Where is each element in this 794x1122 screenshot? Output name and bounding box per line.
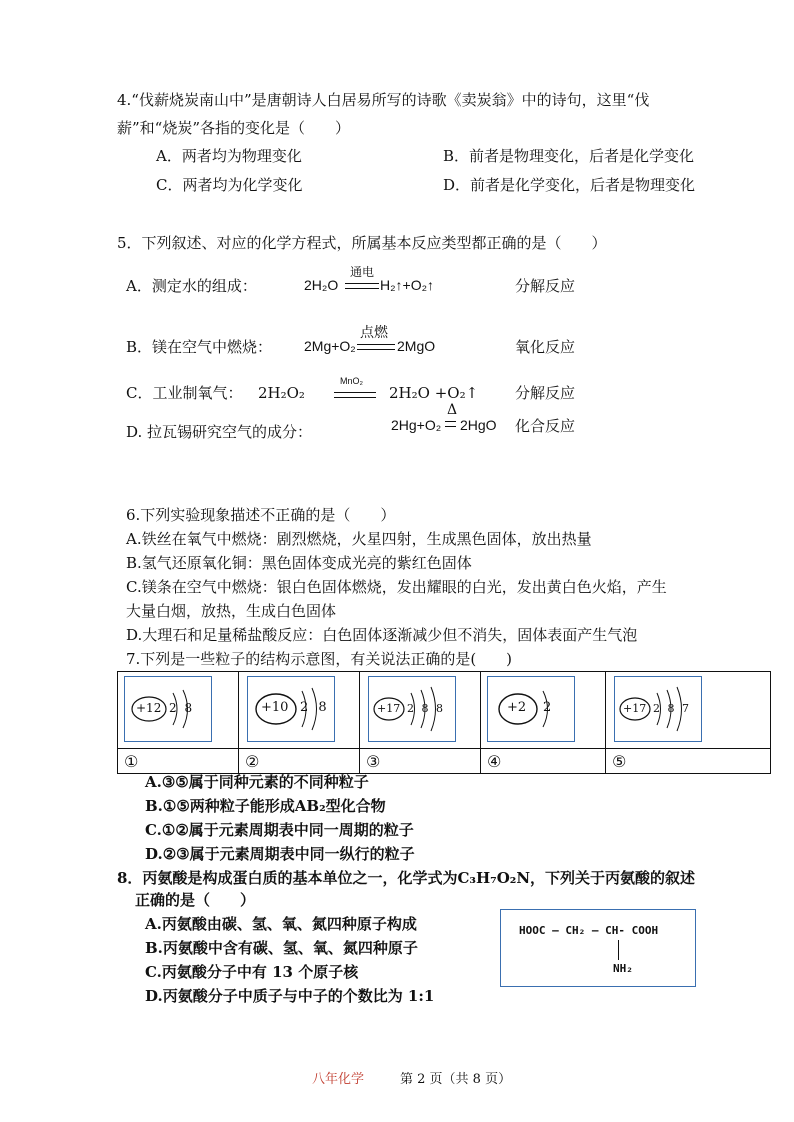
q8-option-c: C.丙氨酸分子中有 13 个原子核: [145, 963, 359, 981]
particle-diagram-1: [124, 676, 212, 742]
alanine-structure-box: [500, 909, 696, 987]
q7-option-b: B.①⑤两种粒子能形成AB₂型化合物: [145, 797, 386, 815]
q7-stem: 7.下列是一些粒子的结构示意图，有关说法正确的是( ): [126, 650, 513, 668]
q4-option-a: A．两者均为物理变化: [156, 147, 302, 165]
nucleus-charge-5: +17: [623, 702, 647, 715]
shell-electrons-2: 2 8: [300, 700, 330, 715]
alanine-structure-main: HOOC — CH₂ — CH- COOH: [519, 924, 659, 937]
particle-cell-5: [606, 672, 771, 749]
q7-option-c: C.①②属于元素周期表中同一周期的粒子: [145, 821, 414, 839]
q6-option-c-line1: C.镁条在空气中燃烧：银白色固体燃烧，发出耀眼的白光，发出黄白色火焰，产生: [126, 578, 667, 596]
q5-d-equals-line: [445, 421, 456, 427]
particle-diagram-table: [117, 671, 771, 774]
q5-d-label: D. 拉瓦锡研究空气的成分：: [126, 423, 313, 441]
q5-c-left: 2H₂O₂: [258, 384, 305, 402]
q8-option-a: A.丙氨酸由碳、氢、氧、氮四种原子构成: [145, 915, 417, 933]
q5-b-left: 2Mg+O₂: [304, 338, 356, 354]
q5-b-right: 2MgO: [397, 338, 436, 354]
atom-structure-icon: [488, 677, 574, 741]
q8-option-b: B.丙氨酸中含有碳、氢、氧、氮四种原子: [145, 939, 418, 957]
q5-a-label: A．测定水的组成：: [126, 277, 257, 295]
q7-option-a: A.③⑤属于同种元素的不同种粒子: [145, 773, 369, 791]
nucleus-charge-2: +10: [261, 700, 289, 715]
particle-number-4: ④: [481, 749, 606, 774]
particle-cell-2: [239, 672, 360, 749]
q6-stem: 6.下列实验现象描述不正确的是（ ）: [126, 506, 396, 524]
particle-diagram-2: [247, 676, 335, 742]
particle-number-2: ②: [239, 749, 360, 774]
q5-c-label: C．工业制氧气：: [126, 384, 243, 402]
particle-diagram-5: [614, 676, 702, 742]
q4-option-d: D．前者是化学变化，后者是物理变化: [443, 176, 696, 194]
q4-stem-line1: 4.“伐薪烧炭南山中”是唐朝诗人白居易所写的诗歌《卖炭翁》中的诗句，这里“伐: [117, 91, 650, 109]
q5-a-right: H₂↑+O₂↑: [380, 277, 435, 293]
q5-c-equals-line: [334, 392, 376, 398]
particle-number-1: ①: [118, 749, 239, 774]
q4-option-b: B．前者是物理变化，后者是化学变化: [443, 147, 695, 165]
q8-option-d: D.丙氨酸分子中质子与中子的个数比为 1:1: [145, 987, 435, 1005]
alanine-bond-line: [618, 940, 619, 960]
alanine-structure-branch: NH₂: [613, 962, 633, 975]
q6-option-c-line2: 大量白烟，放热，生成白色固体: [126, 602, 337, 620]
q8-stem-line1: 8．丙氨酸是构成蛋白质的基本单位之一，化学式为C₃H₇O₂N，下列关于丙氨酸的叙述: [117, 869, 696, 887]
particle-cell-3: [360, 672, 481, 749]
footer-page-number: 第 2 页（共 8 页）: [400, 1072, 512, 1087]
q5-a-equals-line: [345, 283, 379, 289]
q5-c-condition: MnO₂: [340, 376, 363, 386]
q5-d-right: 2HgO: [460, 417, 497, 433]
shell-electrons-3: 2 8 8: [407, 702, 445, 715]
q5-b-condition: 点燃: [360, 325, 388, 341]
particle-number-5: ⑤: [606, 749, 771, 774]
q6-option-a: A.铁丝在氧气中燃烧：剧烈燃烧，火星四射，生成黑色固体，放出热量: [126, 530, 592, 548]
q5-d-left: 2Hg+O₂: [391, 417, 442, 433]
footer-subject: 八年化学: [312, 1072, 365, 1087]
q8-stem-line2: 正确的是（ ）: [135, 891, 256, 909]
q4-stem-line2: 薪”和“烧炭”各指的变化是（ ）: [117, 119, 351, 137]
nucleus-charge-3: +17: [377, 702, 401, 715]
particle-diagram-3: [368, 676, 456, 742]
shell-electrons-1: 2 8: [169, 701, 195, 715]
q6-option-b: B.氢气还原氧化铜：黑色固体变成光亮的紫红色固体: [126, 554, 472, 572]
q5-d-type: 化合反应: [515, 417, 576, 435]
nucleus-charge-1: +12: [136, 701, 162, 715]
nucleus-charge-4: +2: [507, 700, 527, 715]
particle-cell-4: [481, 672, 606, 749]
particle-diagram-4: [487, 676, 575, 742]
q6-option-d: D.大理石和足量稀盐酸反应：白色固体逐渐减少但不消失，固体表面产生气泡: [126, 626, 638, 644]
shell-electrons-4: 2: [543, 700, 552, 715]
q7-option-d: D.②③属于元素周期表中同一纵行的粒子: [145, 845, 415, 863]
q5-a-left: 2H₂O: [304, 277, 339, 293]
q5-b-type: 氧化反应: [515, 338, 576, 356]
q5-b-label: B．镁在空气中燃烧：: [126, 338, 273, 356]
q5-stem: 5．下列叙述、对应的化学方程式，所属基本反应类型都正确的是（ ）: [117, 234, 607, 252]
q5-a-condition: 通电: [350, 265, 375, 279]
q5-c-right: 2H₂O +O₂↑: [389, 384, 479, 402]
particle-number-3: ③: [360, 749, 481, 774]
q5-b-equals-line: [357, 344, 395, 350]
q5-c-type: 分解反应: [515, 384, 576, 402]
q5-d-condition: Δ: [447, 402, 458, 418]
particle-cell-1: [118, 672, 239, 749]
q5-a-type: 分解反应: [515, 277, 576, 295]
shell-electrons-5: 2 8 7: [653, 702, 691, 715]
q4-option-c: C．两者均为化学变化: [156, 176, 303, 194]
